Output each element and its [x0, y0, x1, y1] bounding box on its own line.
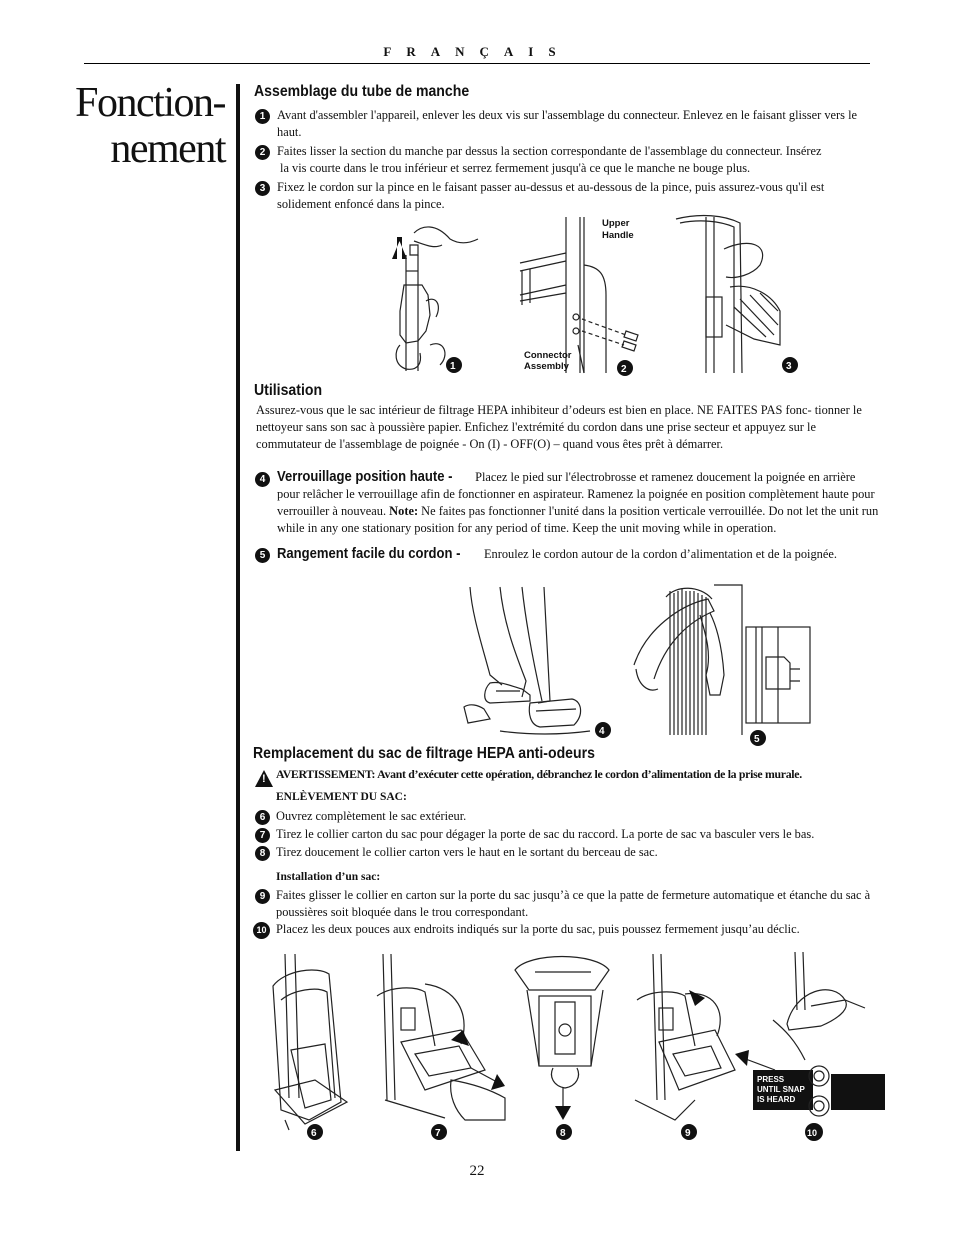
figure-badge-2: [617, 360, 633, 376]
page-number: 22: [469, 1163, 485, 1179]
step-text-10: Placez les deux pouces aux endroits indiqués sur la porte du sac, puis poussez fermement jusqu’au déclic.: [276, 922, 800, 936]
language-header: FRANÇAIS: [383, 44, 571, 59]
utilisation-intro: Assurez-vous que le sac intérieur de filtrage HEPA inhibiteur d’odeurs est bien en place. NE FAITES PAS fonc- tionner le nettoyeur sans son sac à poussière papier. Enfichez l'extrémité du cordon dans une prise secteur et appuyez sur le commutateur de l'assemblage de poignée - On (I) - OFF(O) – quand vous êtes prêt à démarrer.: [256, 403, 862, 451]
section-heading-assemblage: Assemblage du tube de manche: [254, 83, 470, 100]
step-text-6: Ouvrez complètement le sac extérieur.: [276, 809, 467, 823]
figure-badge-8-text: 8: [560, 1128, 566, 1139]
step-text-4a: Placez le pied sur l'électrobrosse et ramenez doucement la poignée en arrière pour relâcher le verrouillage afin de fonctionner en aspirateur. Ramenez la poignée en position complètement haute pour verrouiller à nouveau.: [277, 470, 875, 518]
vertical-bar: [236, 84, 240, 1151]
step-number-3: 3: [255, 181, 270, 196]
figure-badge-4: [595, 722, 611, 738]
step-text-2: [277, 143, 877, 177]
usage-illustrations: [460, 585, 810, 747]
step-title-5: Rangement facile du cordon -: [277, 546, 461, 562]
step-number-10: 10: [253, 922, 270, 939]
press-label-1: PRESS: [757, 1075, 785, 1084]
figure-badge-3-text: 3: [786, 361, 792, 372]
label-upper-handle-2: Handle: [602, 230, 634, 241]
step-number-1: 1: [255, 109, 270, 124]
step-text-4b: Ne faites pas fonctionner l'unité dans la position verticale verrouillée. Do not let the unit run while in any one stationary position for any period of time. Keep the unit moving while in operation.: [277, 504, 879, 535]
label-connector-1: Connector: [524, 350, 572, 361]
figure-badge-6-text: 6: [311, 1128, 317, 1139]
figure-badge-10-text: 10: [807, 1128, 818, 1138]
press-label-2: UNTIL SNAP: [757, 1085, 805, 1094]
figure-3-cord-clip: [676, 216, 780, 373]
figure-5-cord-wrap: [634, 585, 810, 735]
figure-badge-7: [431, 1124, 447, 1140]
label-upper-handle-1: Upper: [602, 218, 630, 229]
page-title-line1: Fonction-: [75, 80, 225, 126]
figure-badge-1-text: 1: [450, 361, 456, 372]
step-number-7: 7: [255, 828, 270, 843]
step-text-9: Faites glisser le collier en carton sur la porte du sac jusqu’à ce que la patte de fermeture automatique et étanche du sac à poussières soit bloquée dans le trou correspondant.: [276, 888, 871, 919]
header-rule: [84, 63, 870, 64]
label-connector-2: Assembly: [524, 361, 569, 372]
warning-text: AVERTISSEMENT: Avant d’exécuter cette opération, débranchez le cordon d’alimentation de la prise murale.: [276, 767, 802, 781]
page-title: [40, 80, 225, 172]
assembly-illustrations: [370, 215, 840, 377]
step-text-4: [277, 469, 879, 537]
section-heading-utilisation: Utilisation: [254, 382, 323, 399]
step-text-5: [277, 546, 877, 563]
figure-6-open-bag: [273, 954, 347, 1130]
press-label-3: IS HEARD: [757, 1095, 796, 1104]
step-title-4: Verrouillage position haute -: [277, 469, 453, 485]
figure-badge-7-text: 7: [435, 1128, 441, 1139]
figure-badge-9: [681, 1124, 697, 1140]
step-number-9: 9: [255, 889, 270, 904]
step-number-2: 2: [255, 145, 270, 160]
figure-badge-8: [556, 1124, 572, 1140]
figure-4-foot-release: [464, 587, 590, 734]
figure-badge-5: [750, 730, 766, 746]
step-text-1: Avant d'assembler l'appareil, enlever les deux vis sur l'assemblage du connecteur. Enlevez en le faisant glisser vers le haut.: [277, 108, 858, 139]
figure-1-handle: [392, 227, 478, 371]
section-heading-remplacement: Remplacement du sac de filtrage HEPA anti-odeurs: [253, 745, 595, 762]
figure-badge-2-text: 2: [621, 364, 627, 375]
figure-badge-5-text: 5: [754, 734, 760, 745]
figure-7-release-door: [377, 954, 505, 1120]
figure-badge-9-text: 9: [685, 1128, 691, 1139]
step-text-5a: Enroulez le cordon autour de la cordon d’alimentation et de la poignée.: [480, 547, 837, 561]
removal-heading: ENLÈVEMENT DU SAC:: [276, 791, 407, 803]
figure-badge-4-text: 4: [599, 726, 605, 737]
step-number-6: 6: [255, 810, 270, 825]
note-label: Note:: [389, 504, 419, 518]
figure-badge-3: [782, 357, 798, 373]
warning-icon: !: [255, 770, 273, 787]
install-heading: Installation d’un sac:: [276, 871, 381, 883]
figure-badge-10: [805, 1123, 823, 1141]
figure-badge-6: [307, 1124, 323, 1140]
figure-badge-1: [446, 357, 462, 373]
step-text-3: Fixez le cordon sur la pince en le faisant passer au-dessus et au-dessous de la pince, puis assurez-vous qu'il est solidement enfoncé dans la pince.: [277, 180, 825, 211]
step-text-2a: Faites lisser la section du manche par dessus la section correspondante de l'assemblage du connecteur. Insérez: [277, 144, 822, 158]
step-number-8: 8: [255, 846, 270, 861]
bag-replacement-illustrations: [265, 950, 885, 1146]
figure-8-pull-collar: [515, 957, 609, 1121]
step-number-5: 5: [255, 548, 270, 563]
step-text-7: Tirez le collier carton du sac pour dégager la porte de sac du raccord. La porte de sac va basculer vers le bas.: [276, 827, 815, 841]
step-text-2b: la vis courte dans le trou inférieur et serrez fermement jusqu'à ce que le manche ne bouge plus.: [280, 161, 751, 175]
step-number-4: 4: [255, 472, 270, 487]
page-title-line2: nement: [110, 126, 225, 172]
step-text-8: Tirez doucement le collier carton vers le haut en le sortant du berceau de sac.: [276, 845, 658, 859]
